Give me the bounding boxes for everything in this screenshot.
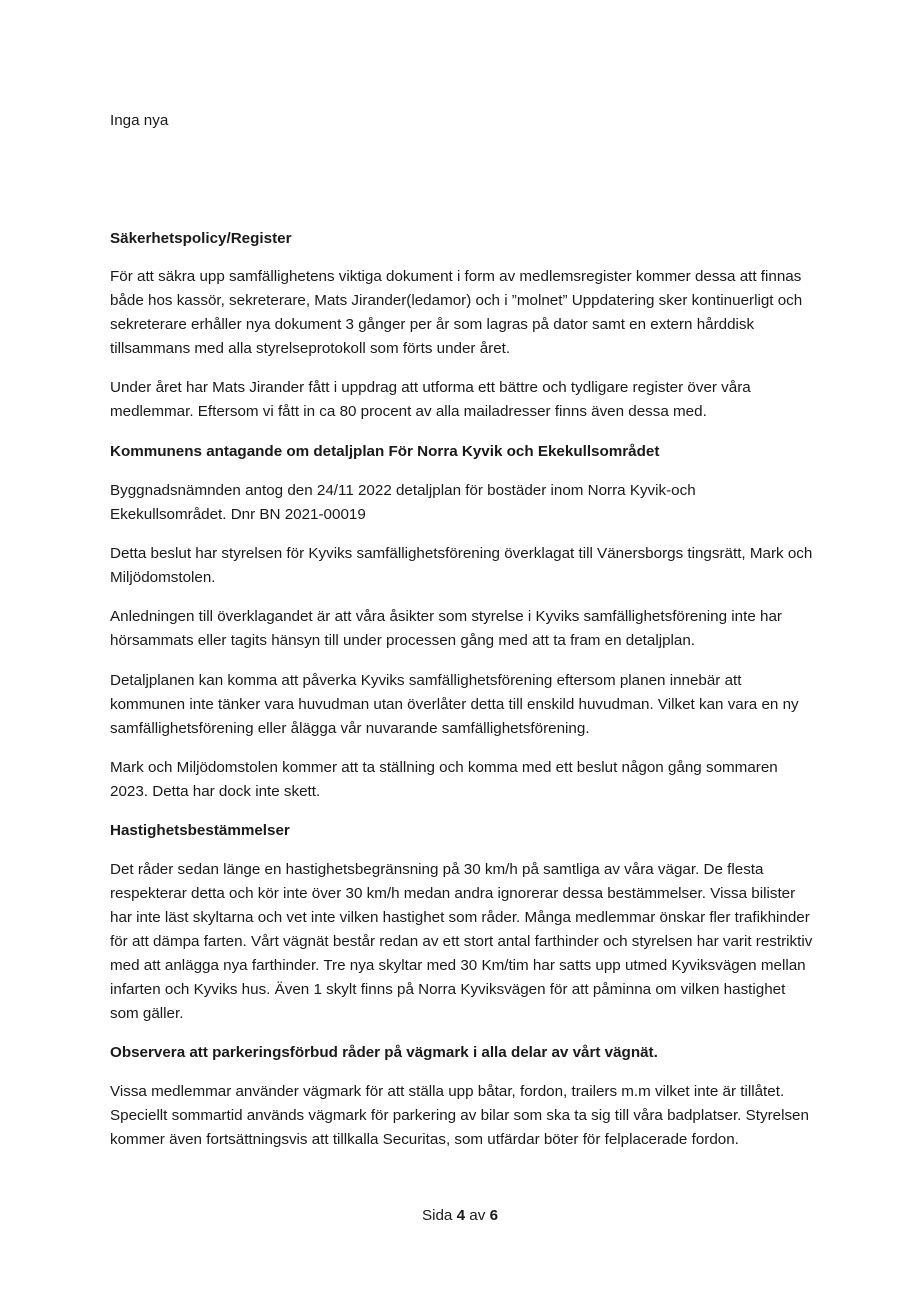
- section-heading-detailplan: Kommunens antagande om detaljplan För Norra Kyvik och Ekekullsområdet: [110, 443, 660, 460]
- paragraph-security-2: Under året har Mats Jirander fått i uppdrag att utforma ett bättre och tydligare register över våra medlemmar. Eftersom vi fått in ca 80 procent av alla mailadresser finns även dessa med.: [110, 379, 751, 420]
- footer-prefix: Sida: [421, 1207, 453, 1224]
- paragraph-detailplan-3: Anledningen till överklagandet är att våra åsikter som styrelse i Kyviks samfällighetsförening inte har hörsammats eller tagits hänsyn till under processen gång med att ta fram en detaljplan.: [110, 608, 782, 649]
- intro-text: Inga nya: [110, 112, 169, 129]
- footer-separator: av: [469, 1207, 486, 1224]
- paragraph-detailplan-5: Mark och Miljödomstolen kommer att ta ställning och komma med ett beslut någon gång sommaren 2023. Detta har dock inte skett.: [110, 759, 778, 800]
- footer-total-pages: 6: [489, 1207, 499, 1224]
- paragraph-detailplan-1: Byggnadsnämnden antog den 24/11 2022 detaljplan för bostäder inom Norra Kyvik-och Ekekullsområdet. Dnr BN 2021-00019: [110, 482, 696, 523]
- page-footer: [0, 1206, 920, 1226]
- paragraph-detailplan-4: Detaljplanen kan komma att påverka Kyviks samfällighetsförening eftersom planen innebär att kommunen inte tänker vara huvudman utan överlåter detta till enskild huvudman. Vilket kan vara en ny samfällighetsförening eller ålägga vår nuvarande samfällighetsförening.: [110, 672, 799, 737]
- section-heading-parking: Observera att parkeringsförbud råder på vägmark i alla delar av vårt vägnät.: [110, 1044, 658, 1061]
- footer-current-page: 4: [456, 1207, 466, 1224]
- paragraph-detailplan-2: Detta beslut har styrelsen för Kyviks samfällighetsförening överklagat till Vänersborgs tingsrätt, Mark och Miljödomstolen.: [110, 545, 813, 586]
- paragraph-security-1: För att säkra upp samfällighetens viktiga dokument i form av medlemsregister kommer dessa att finnas både hos kassör, sekreterare, Mats Jirander(ledamor) och i ”molnet” Uppdatering sker kontinuerligt och sekreterare erhåller nya dokument 3 gånger per år som lagras på dator samt en extern hårddisk tillsammans med alla styrelseprotokoll som förts under året.: [110, 268, 803, 357]
- paragraph-parking-1: Vissa medlemmar använder vägmark för att ställa upp båtar, fordon, trailers m.m vilket inte är tillåtet. Speciellt sommartid används vägmark för parkering av bilar som ska ta sig till våra badplatser. Styrelsen kommer även fortsättningsvis att tillkalla Securitas, som utfärdar böter för felplacerade fordon.: [110, 1083, 809, 1148]
- section-heading-speed: Hastighetsbestämmelser: [110, 822, 290, 839]
- section-heading-security: Säkerhetspolicy/Register: [110, 230, 292, 247]
- paragraph-speed-1: Det råder sedan länge en hastighetsbegränsning på 30 km/h på samtliga av våra vägar. De flesta respekterar detta och kör inte över 30 km/h medan andra ignorerar dessa bestämmelser. Vissa bilister har inte läst skyltarna och vet inte vilken hastighet som råder. Många medlemmar önskar fler trafikhinder för att dämpa farten. Vårt vägnät består redan av ett stort antal farthinder och styrelsen har varit restriktiv med att anlägga nya farthinder. Tre nya skyltar med 30 Km/tim har satts upp utmed Kyviksvägen mellan infarten och Kyviks hus. Även 1 skylt finns på Norra Kyviksvägen för att påminna om vilken hastighet som gäller.: [110, 861, 813, 1022]
